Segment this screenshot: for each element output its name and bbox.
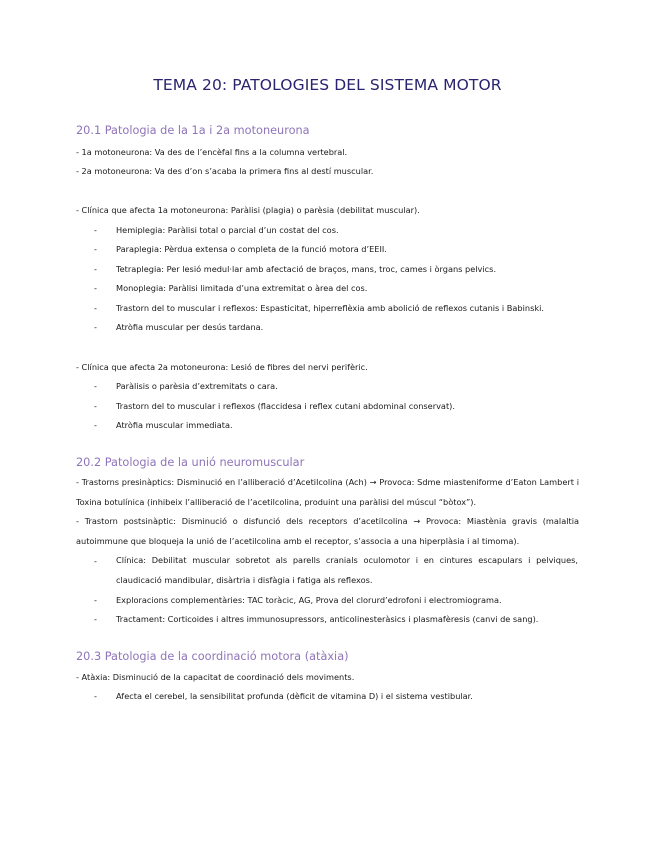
bullet-dash: - [94, 264, 97, 274]
bullet-dash: - [94, 401, 97, 411]
bullet-dash: - [94, 381, 97, 391]
bullet-dash: - [94, 614, 97, 624]
bullet-dash: - [94, 303, 97, 313]
list-item: Clínica: Debilitat muscular sobretot als parells cranials oculomotor i en cintures escapulars i pelviques, claudicació mandibular, disàrtria i disfàgia i fatiga als reflexos. [116, 555, 578, 585]
section-heading-3: 20.3 Patologia de la coordinació motora (atàxia) [76, 650, 349, 663]
list-item: Exploracions complementàries: TAC toràcic, AG, Prova del clorurd’edrofoni i electromiograma. [116, 595, 502, 605]
list-item: Atròfia muscular immediata. [116, 420, 233, 430]
bullet-dash: - [94, 244, 97, 254]
list-item: Tetraplegia: Per lesió medul·lar amb afectació de braços, mans, troc, cames i òrgans pelvics. [116, 264, 497, 274]
text-line: - 1a motoneurona: Va des de l’encèfal fins a la columna vertebral. [76, 147, 348, 157]
list-item: Tractament: Corticoides i altres immunosupressors, anticolinesteràsics i plasmafèresis (canvi de sang). [116, 614, 539, 624]
bullet-dash: - [94, 556, 97, 566]
list-item: Paraplegia: Pèrdua extensa o completa de la funció motora d’EEII. [116, 244, 387, 254]
text-line: - Clínica que afecta 1a motoneurona: Paràlisi (plagia) o parèsia (debilitat muscular). [76, 205, 420, 215]
text-line: - 2a motoneurona: Va des d’on s’acaba la primera fins al destí muscular. [76, 166, 374, 176]
section-heading-1: 20.1 Patologia de la 1a i 2a motoneurona [76, 124, 310, 137]
list-item: Trastorn del to muscular i reflexos: Espasticitat, hiperreflèxia amb abolició de reflexos cutanis i Babinski. [116, 303, 544, 313]
list-item: Hemiplegia: Paràlisi total o parcial d’un costat del cos. [116, 225, 339, 235]
bullet-dash: - [94, 691, 97, 701]
page-title: TEMA 20: PATOLOGIES DEL SISTEMA MOTOR [153, 76, 502, 94]
bullet-dash: - [94, 420, 97, 430]
bullet-dash: - [94, 595, 97, 605]
text-line: - Clínica que afecta 2a motoneurona: Lesió de fibres del nervi perifèric. [76, 362, 368, 372]
paragraph: - Trastorns presinàptics: Disminució en l’alliberació d’Acetilcolina (Ach) → Provoca: Sdme miasteniforme d’Eaton Lambert i Toxina botulínica (inhibeix l’alliberació de l’acetilcolina, produint una paràlisi del múscul “bòtox”). [76, 477, 579, 507]
bullet-dash: - [94, 225, 97, 235]
bullet-dash: - [94, 322, 97, 332]
paragraph: - Trastorn postsinàptic: Disminució o disfunció dels receptors d’acetilcolina → Provoca: Miastènia gravis (malaltia autoimmune que bloqueja la unió de l’acetilcolina amb el receptor, s’associa a una hiperplàsia i al timoma). [76, 516, 579, 546]
section-heading-2: 20.2 Patologia de la unió neuromuscular [76, 456, 305, 469]
list-item: Atròfia muscular per desús tardana. [116, 322, 264, 332]
list-item: Paràlisis o parèsia d’extremitats o cara. [116, 381, 278, 391]
text-line: - Atàxia: Disminució de la capacitat de coordinació dels moviments. [76, 672, 355, 682]
bullet-dash: - [94, 283, 97, 293]
list-item: Trastorn del to muscular i reflexos (flaccidesa i reflex cutani abdominal conservat). [116, 401, 455, 411]
list-item: Monoplegia: Paràlisi limitada d’una extremitat o àrea del cos. [116, 283, 368, 293]
list-item: Afecta el cerebel, la sensibilitat profunda (dèficit de vitamina D) i el sistema vestibular. [116, 691, 473, 701]
